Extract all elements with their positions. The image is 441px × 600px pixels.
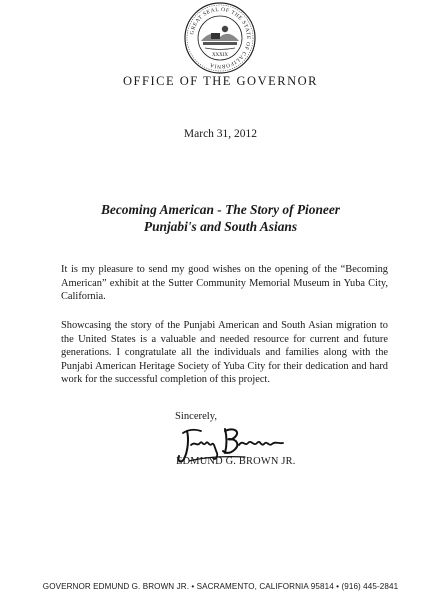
body-paragraph-1: It is my pleasure to send my good wishes on the opening of the “Becoming American” exhibit at the Sutter Community Memorial Museum in Yuba City, California.: [61, 264, 388, 303]
seal-bottom-text: XXXIX: [211, 53, 229, 58]
signer-name: EDMUND G. BROWN JR.: [176, 456, 296, 467]
body-paragraph-2: Showcasing the story of the Punjabi American and South Asian migration to the United States is a valuable and needed resource for current and future generations. I congratulate all the individuals and families along with the Punjabi American Heritage Society of Yuba City for their dedication and hard work for the successful completion of this project.: [61, 320, 388, 386]
title-line-1: Becoming American - The Story of Pioneer: [100, 202, 341, 217]
closing: Sincerely,: [175, 411, 217, 422]
seal-outer-text: GREAT SEAL OF THE STATE OF CALIFORNIA: [189, 6, 252, 70]
letter-date: March 31, 2012: [183, 128, 258, 140]
state-seal: [183, 1, 257, 75]
title-line-2: Punjabi's and South Asians: [143, 219, 298, 234]
footer-address: GOVERNOR EDMUND G. BROWN JR. • SACRAMENTO, CALIFORNIA 95814 • (916) 445-2841: [42, 582, 399, 591]
letter-title: [40, 201, 401, 235]
office-heading: OFFICE OF THE GOVERNOR: [123, 74, 318, 88]
